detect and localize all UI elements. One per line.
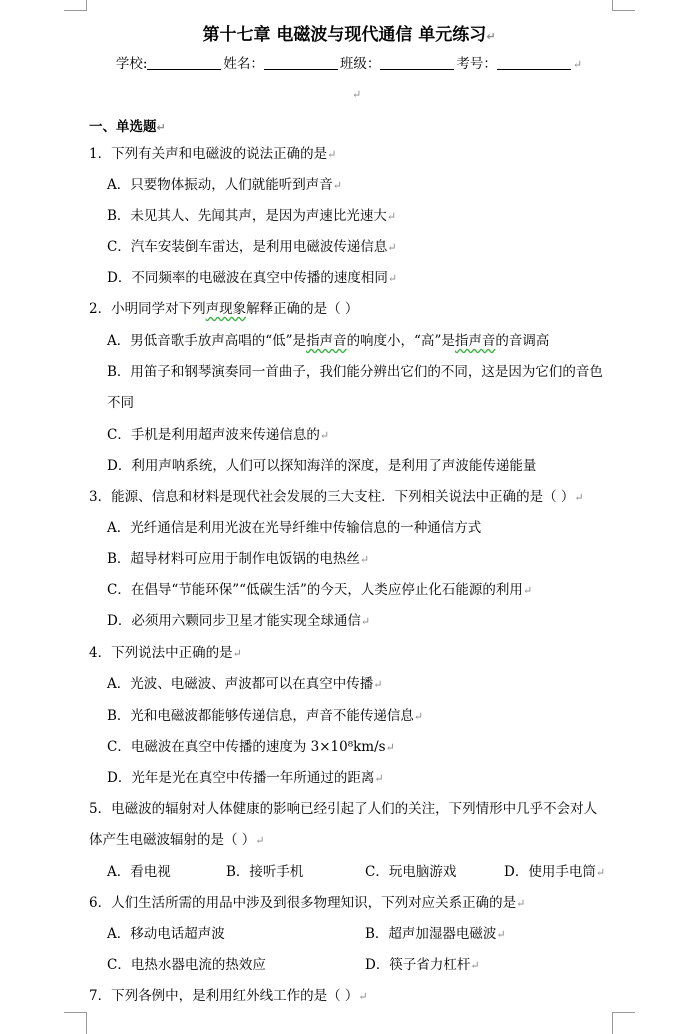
crop-mark-bottom-left	[64, 1012, 87, 1034]
empty-paragraph-mark: ↵	[352, 88, 362, 101]
option-item: D．光年是光在真空中传播一年所通过的距离↵	[107, 770, 384, 786]
name-label: 姓名：	[223, 56, 264, 72]
crop-mark-bottom-right	[612, 1012, 635, 1034]
class-label: 班级：	[339, 56, 381, 72]
option-item: D．使用手电筒↵	[504, 864, 606, 880]
exam-no-label: 考号：	[456, 56, 497, 72]
name-blank[interactable]	[264, 55, 338, 70]
crop-mark-top-right	[612, 0, 635, 11]
option-item: D．利用声呐系统，人们可以探知海洋的深度，是利用了声波能传递能量	[107, 458, 537, 474]
option-item: B．未见其人、先闻其声，是因为声速比光速大↵	[107, 208, 397, 224]
question-stem: 7．下列各例中，是利用红外线工作的是（ ）↵	[89, 988, 368, 1004]
option-item: C．在倡导“节能环保”“低碳生活”的今天，人类应停止化石能源的利用↵	[107, 582, 533, 598]
option-item: D．不同频率的电磁波在真空中传播的速度相同↵	[107, 270, 398, 286]
option-item: C．电热水器电流的热效应	[107, 957, 266, 973]
student-info-line: 学校: 姓名： 班级： 考号： ↵	[115, 56, 583, 72]
crop-mark-top-left	[64, 0, 87, 11]
option-item: A．移动电话超声波	[107, 926, 225, 942]
spellcheck-underline: 声现象	[205, 301, 247, 317]
option-item: C．汽车安装倒车雷达，是利用电磁波传递信息↵	[107, 239, 397, 255]
question-stem: 1．下列有关声和电磁波的说法正确的是↵	[89, 146, 337, 162]
option-item: A．看电视	[107, 864, 171, 880]
option-item: B．光和电磁波都能够传递信息，声音不能传递信息↵	[107, 708, 424, 724]
option-item: C．手机是利用超声波来传递信息的↵	[107, 427, 330, 443]
option-item: C．电磁波在真空中传播的速度为 3×10⁸km/s↵	[107, 739, 395, 755]
option-item: B．超导材料可应用于制作电饭锅的电热丝↵	[107, 551, 370, 567]
option-item-continuation: 不同	[107, 395, 134, 411]
option-item: B．接听手机	[226, 864, 304, 880]
option-item: A．光纤通信是利用光波在光导纤维中传输信息的一种通信方式	[107, 520, 482, 536]
question-stem: 3．能源、信息和材料是现代社会发展的三大支柱．下列相关说法中正确的是（ ）↵	[89, 489, 584, 505]
option-item: D．筷子省力杠杆↵	[365, 957, 480, 973]
school-label: 学校:	[115, 56, 148, 72]
class-blank[interactable]	[380, 55, 454, 70]
question-stem: 5．电磁波的辐射对人体健康的影响已经引起了人们的关注，下列情形中几乎不会对人	[89, 801, 598, 817]
question-stem: 4．下列说法中正确的是↵	[89, 645, 242, 661]
option-item: C．玩电脑游戏	[365, 864, 457, 880]
option-item: B．用笛子和钢琴演奏同一首曲子，我们能分辨出它们的不同，这是因为它们的音色	[107, 364, 603, 380]
option-item: D．必须用六颗同步卫星才能实现全球通信↵	[107, 613, 371, 629]
question-stem: 6．人们生活所需的用品中涉及到很多物理知识，下列对应关系正确的是↵	[89, 895, 526, 911]
option-item: A．光波、电磁波、声波都可以在真空中传播↵	[107, 676, 383, 692]
option-item: B．超声加湿器电磁波↵	[365, 926, 506, 942]
option-item: A．男低音歌手放声高唱的“低”是指声音的响度小，“高”是指声音的音调高	[107, 333, 550, 349]
exam-no-blank[interactable]	[497, 55, 571, 70]
document-title: 第十七章 电磁波与现代通信 单元练习↵	[202, 25, 496, 45]
question-stem: 2．小明同学对下列声现象解释正确的是（ ）	[89, 301, 359, 317]
school-blank[interactable]	[147, 55, 221, 70]
question-stem-continuation: 体产生电磁波辐射的是（ ）↵	[89, 832, 265, 848]
section-heading: 一、单选题↵	[89, 119, 166, 135]
option-item: A．只要物体振动，人们就能听到声音↵	[107, 177, 342, 193]
